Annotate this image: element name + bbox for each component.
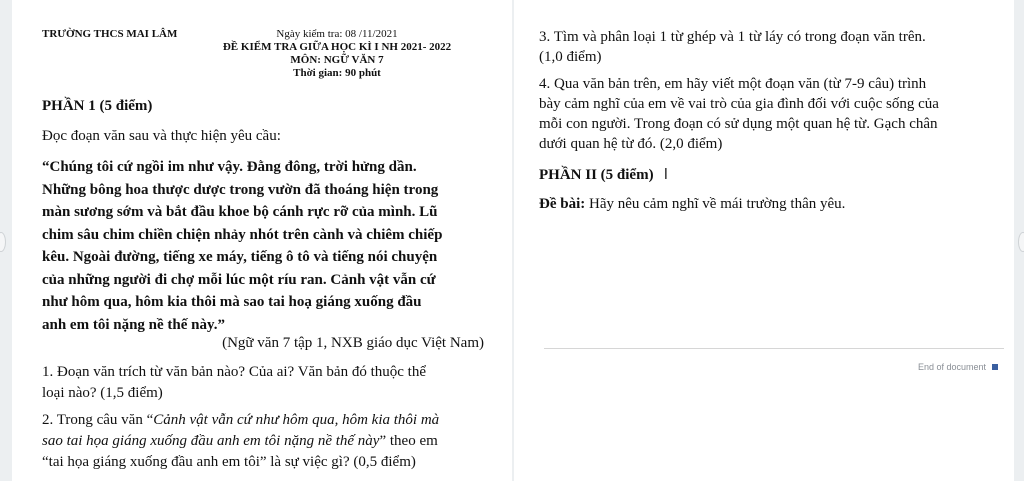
part2-title	[539, 165, 668, 184]
document-page-left	[12, 0, 512, 481]
question-2-prefix: 2. Trong câu văn “	[42, 412, 154, 428]
page-nav-handle-right[interactable]	[1018, 232, 1024, 252]
passage-line: như hôm qua, hôm kia thôi mà sao tai hoạ giáng xuống đầu	[42, 294, 422, 310]
passage-line: “Chúng tôi cứ ngồi im như vậy. Đằng đông, trời hửng dần.	[42, 159, 417, 175]
question-2-suffix: ” theo em	[379, 433, 438, 449]
question-3-line: 3. Tìm và phân loại 1 từ ghép và 1 từ láy có trong đoạn văn trên.	[539, 29, 926, 45]
reading-passage	[42, 156, 512, 336]
question-4-line: mỗi con người. Trong đoạn có sử dụng một quan hệ từ. Gạch chân	[539, 116, 938, 132]
essay-label: Đề bài:	[539, 196, 586, 212]
question-4-line: dưới quan hệ từ đó. (2,0 điểm)	[539, 136, 723, 152]
essay-prompt	[539, 196, 845, 213]
school-name: TRƯỜNG THCS MAI LÂM	[42, 28, 178, 40]
passage-source: (Ngữ văn 7 tập 1, NXB giáo dục Việt Nam)	[222, 335, 484, 351]
exam-title: ĐỀ KIỂM TRA GIỮA HỌC KÌ I NH 2021- 2022	[222, 41, 452, 53]
passage-line: của những người đi chợ mỗi lúc một ríu ran. Cảnh vật vẫn cứ	[42, 271, 436, 288]
end-of-document-marker	[918, 362, 998, 372]
end-of-document-label: End of document	[917, 362, 986, 372]
text-cursor-icon: I	[663, 165, 669, 183]
part1-title: PHẦN 1 (5 điểm)	[42, 98, 153, 114]
end-square-icon	[992, 364, 998, 370]
question-4-line: bày cảm nghĩ của em về vai trò của gia đình đối với cuộc sống của	[539, 96, 939, 112]
question-3	[539, 27, 1009, 67]
question-4-line: 4. Qua văn bản trên, em hãy viết một đoạn văn (từ 7-9 câu) trình	[539, 76, 927, 92]
question-2-quote: Cảnh vật vẫn cứ như hôm qua, hôm kia thôi mà	[153, 412, 440, 428]
page-nav-handle-left[interactable]	[0, 232, 6, 252]
exam-header	[212, 28, 462, 80]
part2-title-text: PHẦN II (5 điểm)	[539, 167, 654, 183]
question-2-quote: sao tai họa giáng xuống đầu anh em tôi nặng nề thế này	[42, 433, 380, 449]
instruction-text: Đọc đoạn văn sau và thực hiện yêu cầu:	[42, 128, 281, 144]
passage-line: kêu. Ngoài đường, tiếng xe máy, tiếng ô tô và tiếng nói chuyện	[42, 249, 438, 265]
passage-line: chim sâu chim chiền chiện nhảy nhót trên cành và chiêm chiếp	[42, 226, 443, 243]
end-divider	[544, 348, 1004, 349]
passage-line: anh em tôi nặng nề thế này.”	[42, 316, 225, 333]
question-2-line: “tai họa giáng xuống đầu anh em tôi” là sự việc gì? (0,5 điểm)	[42, 454, 416, 470]
question-1-line: 1. Đoạn văn trích từ văn bản nào? Của ai? Văn bản đó thuộc thể	[42, 364, 426, 380]
question-3-line: (1,0 điểm)	[539, 49, 602, 65]
passage-line: Những bông hoa thược dược trong vườn đã thoáng hiện trong	[42, 181, 439, 198]
essay-text: Hãy nêu cảm nghĩ về mái trường thân yêu.	[585, 196, 846, 212]
document-page-right	[514, 0, 1014, 481]
question-1-line: loại nào? (1,5 điểm)	[42, 385, 163, 401]
exam-date: Ngày kiểm tra: 08 /11/2021	[276, 28, 398, 40]
question-2	[42, 410, 512, 473]
exam-duration: Thời gian: 90 phút	[293, 67, 381, 79]
passage-line: màn sương sớm và bắt đầu khoe bộ cánh rực rỡ của mình. Lũ	[42, 204, 438, 220]
exam-subject: MÔN: NGỮ VĂN 7	[290, 54, 384, 66]
question-1	[42, 362, 512, 404]
question-4	[539, 74, 1009, 154]
